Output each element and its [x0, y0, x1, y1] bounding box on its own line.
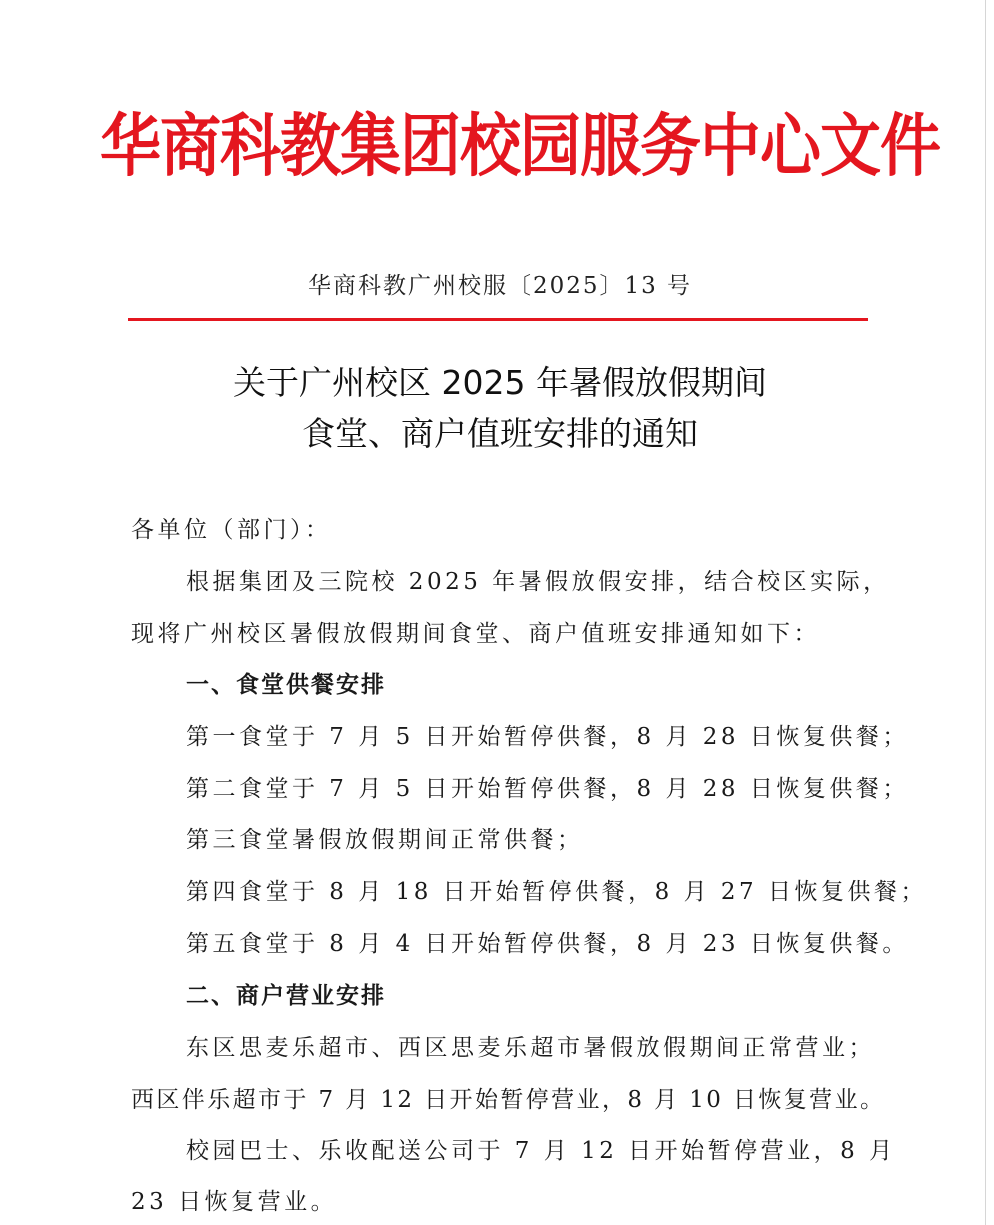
canteen-item-3: 第三食堂暑假放假期间正常供餐；	[186, 827, 584, 853]
notice-title-line-2: 食堂、商户值班安排的通知	[302, 414, 698, 453]
merchant-paragraph-2-line-2: 23 日恢复营业。	[131, 1189, 338, 1215]
canteen-item-4: 第四食堂于 8 月 18 日开始暂停供餐，8 月 27 日恢复供餐；	[186, 879, 927, 905]
section-2-heading: 二、商户营业安排	[186, 983, 386, 1009]
document-number: 华商科教广州校服〔2025〕13 号	[307, 273, 693, 299]
notice-title-line-1: 关于广州校区 2025 年暑假放假期间	[233, 363, 767, 402]
canteen-item-5: 第五食堂于 8 月 4 日开始暂停供餐，8 月 23 日恢复供餐。	[186, 931, 909, 957]
section-1-heading: 一、食堂供餐安排	[186, 672, 386, 698]
intro-paragraph-line-1: 根据集团及三院校 2025 年暑假放假安排，结合校区实际，	[186, 569, 890, 595]
canteen-item-2: 第二食堂于 7 月 5 日开始暂停供餐，8 月 28 日恢复供餐；	[186, 776, 909, 802]
red-header-title: 华商科教集团校园服务中心文件	[100, 106, 941, 187]
merchant-paragraph-1-line-2: 西区伴乐超市于 7 月 12 日开始暂停营业，8 月 10 日恢复营业。	[131, 1087, 886, 1113]
merchant-paragraph-2-line-1: 校园巴士、乐收配送公司于 7 月 12 日开始暂停营业，8 月	[186, 1138, 896, 1164]
page-edge-divider	[985, 0, 986, 1225]
red-divider-line	[128, 318, 868, 321]
canteen-item-1: 第一食堂于 7 月 5 日开始暂停供餐，8 月 28 日恢复供餐；	[186, 724, 909, 750]
salutation: 各单位（部门）：	[131, 517, 332, 543]
merchant-paragraph-1-line-1: 东区思麦乐超市、西区思麦乐超市暑假放假期间正常营业；	[186, 1035, 875, 1061]
intro-paragraph-line-2: 现将广州校区暑假放假期间食堂、商户值班安排通知如下：	[131, 621, 820, 647]
notice-title	[100, 357, 900, 459]
